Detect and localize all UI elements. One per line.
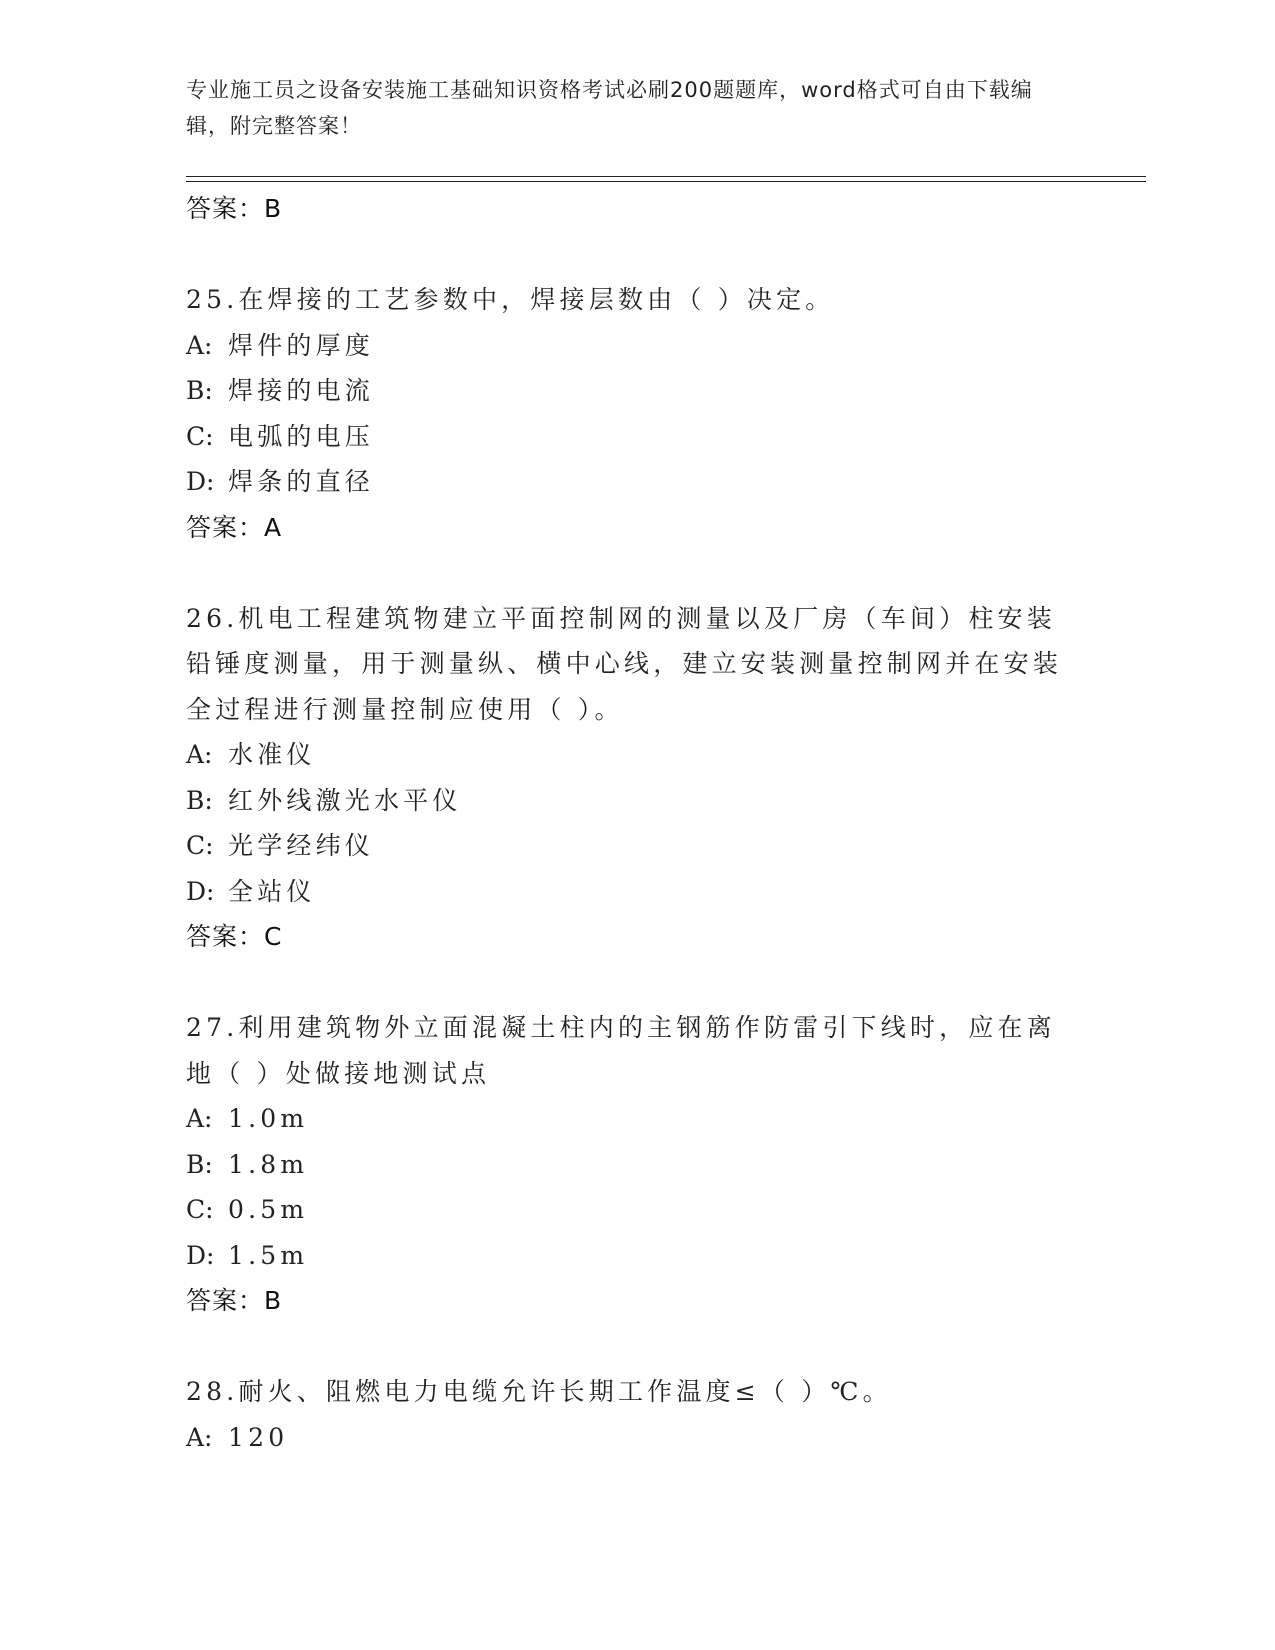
question-text: 25.在焊接的工艺参数中，焊接层数由（ ）决定。 bbox=[186, 285, 835, 314]
option-key: C: bbox=[186, 1195, 214, 1224]
option-text: 1.5m bbox=[228, 1240, 309, 1270]
question-28 bbox=[186, 1369, 1066, 1460]
option-text: 焊条的直径 bbox=[228, 467, 375, 496]
option-d bbox=[186, 459, 1066, 505]
option-key: B: bbox=[186, 376, 213, 405]
option-key: B: bbox=[186, 785, 213, 815]
option-text: 1.8m bbox=[228, 1149, 309, 1179]
option-key: D: bbox=[186, 467, 215, 496]
option-text: 120 bbox=[228, 1422, 289, 1452]
option-key: C: bbox=[186, 421, 214, 451]
option-text: 全站仪 bbox=[228, 876, 316, 906]
option-a bbox=[186, 323, 1066, 369]
option-key: C: bbox=[186, 831, 214, 860]
option-text: 0.5m bbox=[228, 1195, 309, 1224]
question-text: 26.机电工程建筑物建立平面控制网的测量以及厂房（车间）柱安装铅锤度测量，用于测量纵、横中心线，建立安装测量控制网并在安装全过程进行测量控制应使用（ ）。 bbox=[186, 603, 1063, 724]
answer-line: 答案：C bbox=[186, 922, 283, 951]
option-c bbox=[186, 1187, 1066, 1233]
question-27 bbox=[186, 1005, 1066, 1324]
option-c bbox=[186, 823, 1066, 869]
answer-line: 答案：A bbox=[186, 512, 283, 542]
option-text: 1.0m bbox=[228, 1104, 309, 1133]
option-a bbox=[186, 1415, 1066, 1461]
answer-line: 答案：B bbox=[186, 194, 283, 223]
document-body bbox=[186, 186, 1066, 1460]
option-text: 水准仪 bbox=[228, 740, 316, 769]
option-d bbox=[186, 869, 1066, 915]
option-key: D: bbox=[186, 1240, 215, 1270]
option-text: 电弧的电压 bbox=[228, 421, 375, 451]
answer-line: 答案：B bbox=[186, 1286, 283, 1315]
option-b bbox=[186, 1142, 1066, 1188]
option-a bbox=[186, 732, 1066, 778]
option-d bbox=[186, 1233, 1066, 1279]
question-text: 28.耐火、阻燃电力电缆允许长期工作温度≤（ ）℃。 bbox=[186, 1377, 892, 1406]
header-rule-top bbox=[186, 176, 1146, 177]
question-text: 27.利用建筑物外立面混凝土柱内的主钢筋作防雷引下线时，应在离地（ ）处做接地测试点 bbox=[186, 1013, 1056, 1088]
header-rule-bottom bbox=[186, 181, 1146, 182]
option-text: 光学经纬仪 bbox=[228, 831, 375, 860]
option-key: A: bbox=[186, 1104, 213, 1133]
option-text: 焊件的厚度 bbox=[228, 330, 375, 360]
option-key: B: bbox=[186, 1149, 213, 1179]
option-b bbox=[186, 368, 1066, 414]
option-key: A: bbox=[186, 1422, 213, 1452]
option-c bbox=[186, 414, 1066, 460]
question-25 bbox=[186, 277, 1066, 551]
option-key: A: bbox=[186, 740, 213, 769]
document-header: 专业施工员之设备安装施工基础知识资格考试必刷200题题库，word格式可自由下载编辑，附完整答案！ bbox=[186, 78, 1033, 138]
option-b bbox=[186, 778, 1066, 824]
option-key: A: bbox=[186, 330, 213, 360]
option-text: 焊接的电流 bbox=[228, 376, 375, 405]
option-text: 红外线激光水平仪 bbox=[228, 785, 462, 815]
option-a bbox=[186, 1096, 1066, 1142]
option-key: D: bbox=[186, 876, 215, 906]
question-26 bbox=[186, 596, 1066, 961]
